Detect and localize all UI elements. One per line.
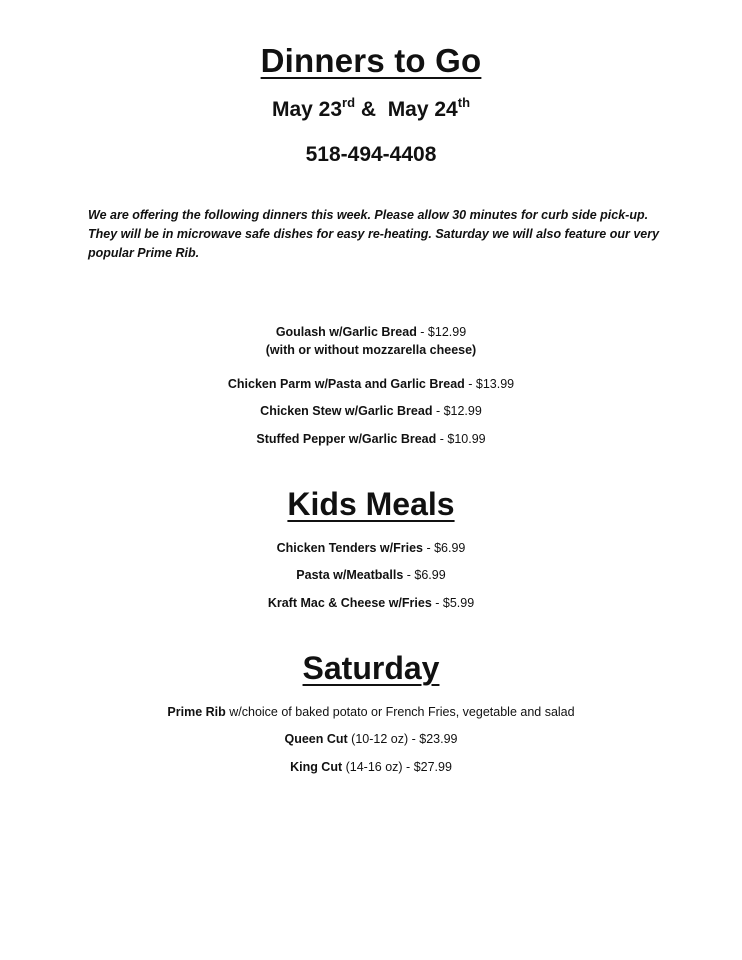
dinner-item-price: - $12.99 [432,404,482,418]
saturday-item-name: Queen Cut [284,732,348,746]
date-first-suffix: rd [342,95,356,110]
dinner-item-name: Goulash w/Garlic Bread [275,325,417,339]
dinner-item-goulash [0,323,742,341]
prime-rib-description: w/choice of baked potato or French Fries, vegetable and salad [225,705,575,719]
kids-item-price: - $6.99 [403,568,446,582]
dinner-item-note-text: (with or without mozzarella cheese) [265,343,477,357]
kids-item-name: Chicken Tenders w/Fries [276,541,423,555]
dinner-item-note [0,341,742,359]
saturday-item-queen-cut [0,730,742,748]
dinner-item-stuffed-pepper [0,430,742,448]
dinner-item-price: - $10.99 [436,432,486,446]
kids-item-chicken-tenders [0,539,742,557]
dinner-item-chicken-parm [0,375,742,393]
kids-item-price: - $5.99 [431,596,475,610]
saturday-prime-rib [0,703,742,721]
dinner-item-name: Chicken Parm w/Pasta and Garlic Bread [227,377,465,391]
dinner-item-name: Chicken Stew w/Garlic Bread [260,404,433,418]
prime-rib-name: Prime Rib [167,705,226,719]
dinner-item-price: - $12.99 [416,325,467,339]
date-second-suffix: th [457,95,471,110]
kids-item-name: Pasta w/Meatballs [296,568,404,582]
dates-line [0,95,742,122]
intro-paragraph: We are offering the following dinners this week. Please allow 30 minutes for curb side pick-up. They will be in microwave safe dishes for easy re-heating. Saturday we will also feature our very popular Prime Rib. [88,208,660,260]
date-separator: & [355,98,388,121]
date-first: May 23 [271,98,343,121]
saturday-item-name: King Cut [290,760,343,774]
kids-item-name: Kraft Mac & Cheese w/Fries [267,596,432,610]
date-second: May 24 [387,98,458,121]
page-title: Dinners to Go [260,42,482,79]
saturday-item-king-cut [0,758,742,776]
dinner-item-chicken-stew [0,402,742,420]
kids-item-mac-cheese [0,594,742,612]
kids-meals-heading: Kids Meals [287,486,455,522]
saturday-heading: Saturday [302,650,440,686]
kids-item-price: - $6.99 [422,541,466,555]
phone-number: 518-494-4408 [305,143,437,166]
dinner-item-price: - $13.99 [464,377,515,391]
dinner-item-name: Stuffed Pepper w/Garlic Bread [256,432,437,446]
saturday-item-price: (14-16 oz) - $27.99 [342,760,452,774]
saturday-item-price: (10-12 oz) - $23.99 [347,732,458,746]
kids-item-pasta [0,566,742,584]
